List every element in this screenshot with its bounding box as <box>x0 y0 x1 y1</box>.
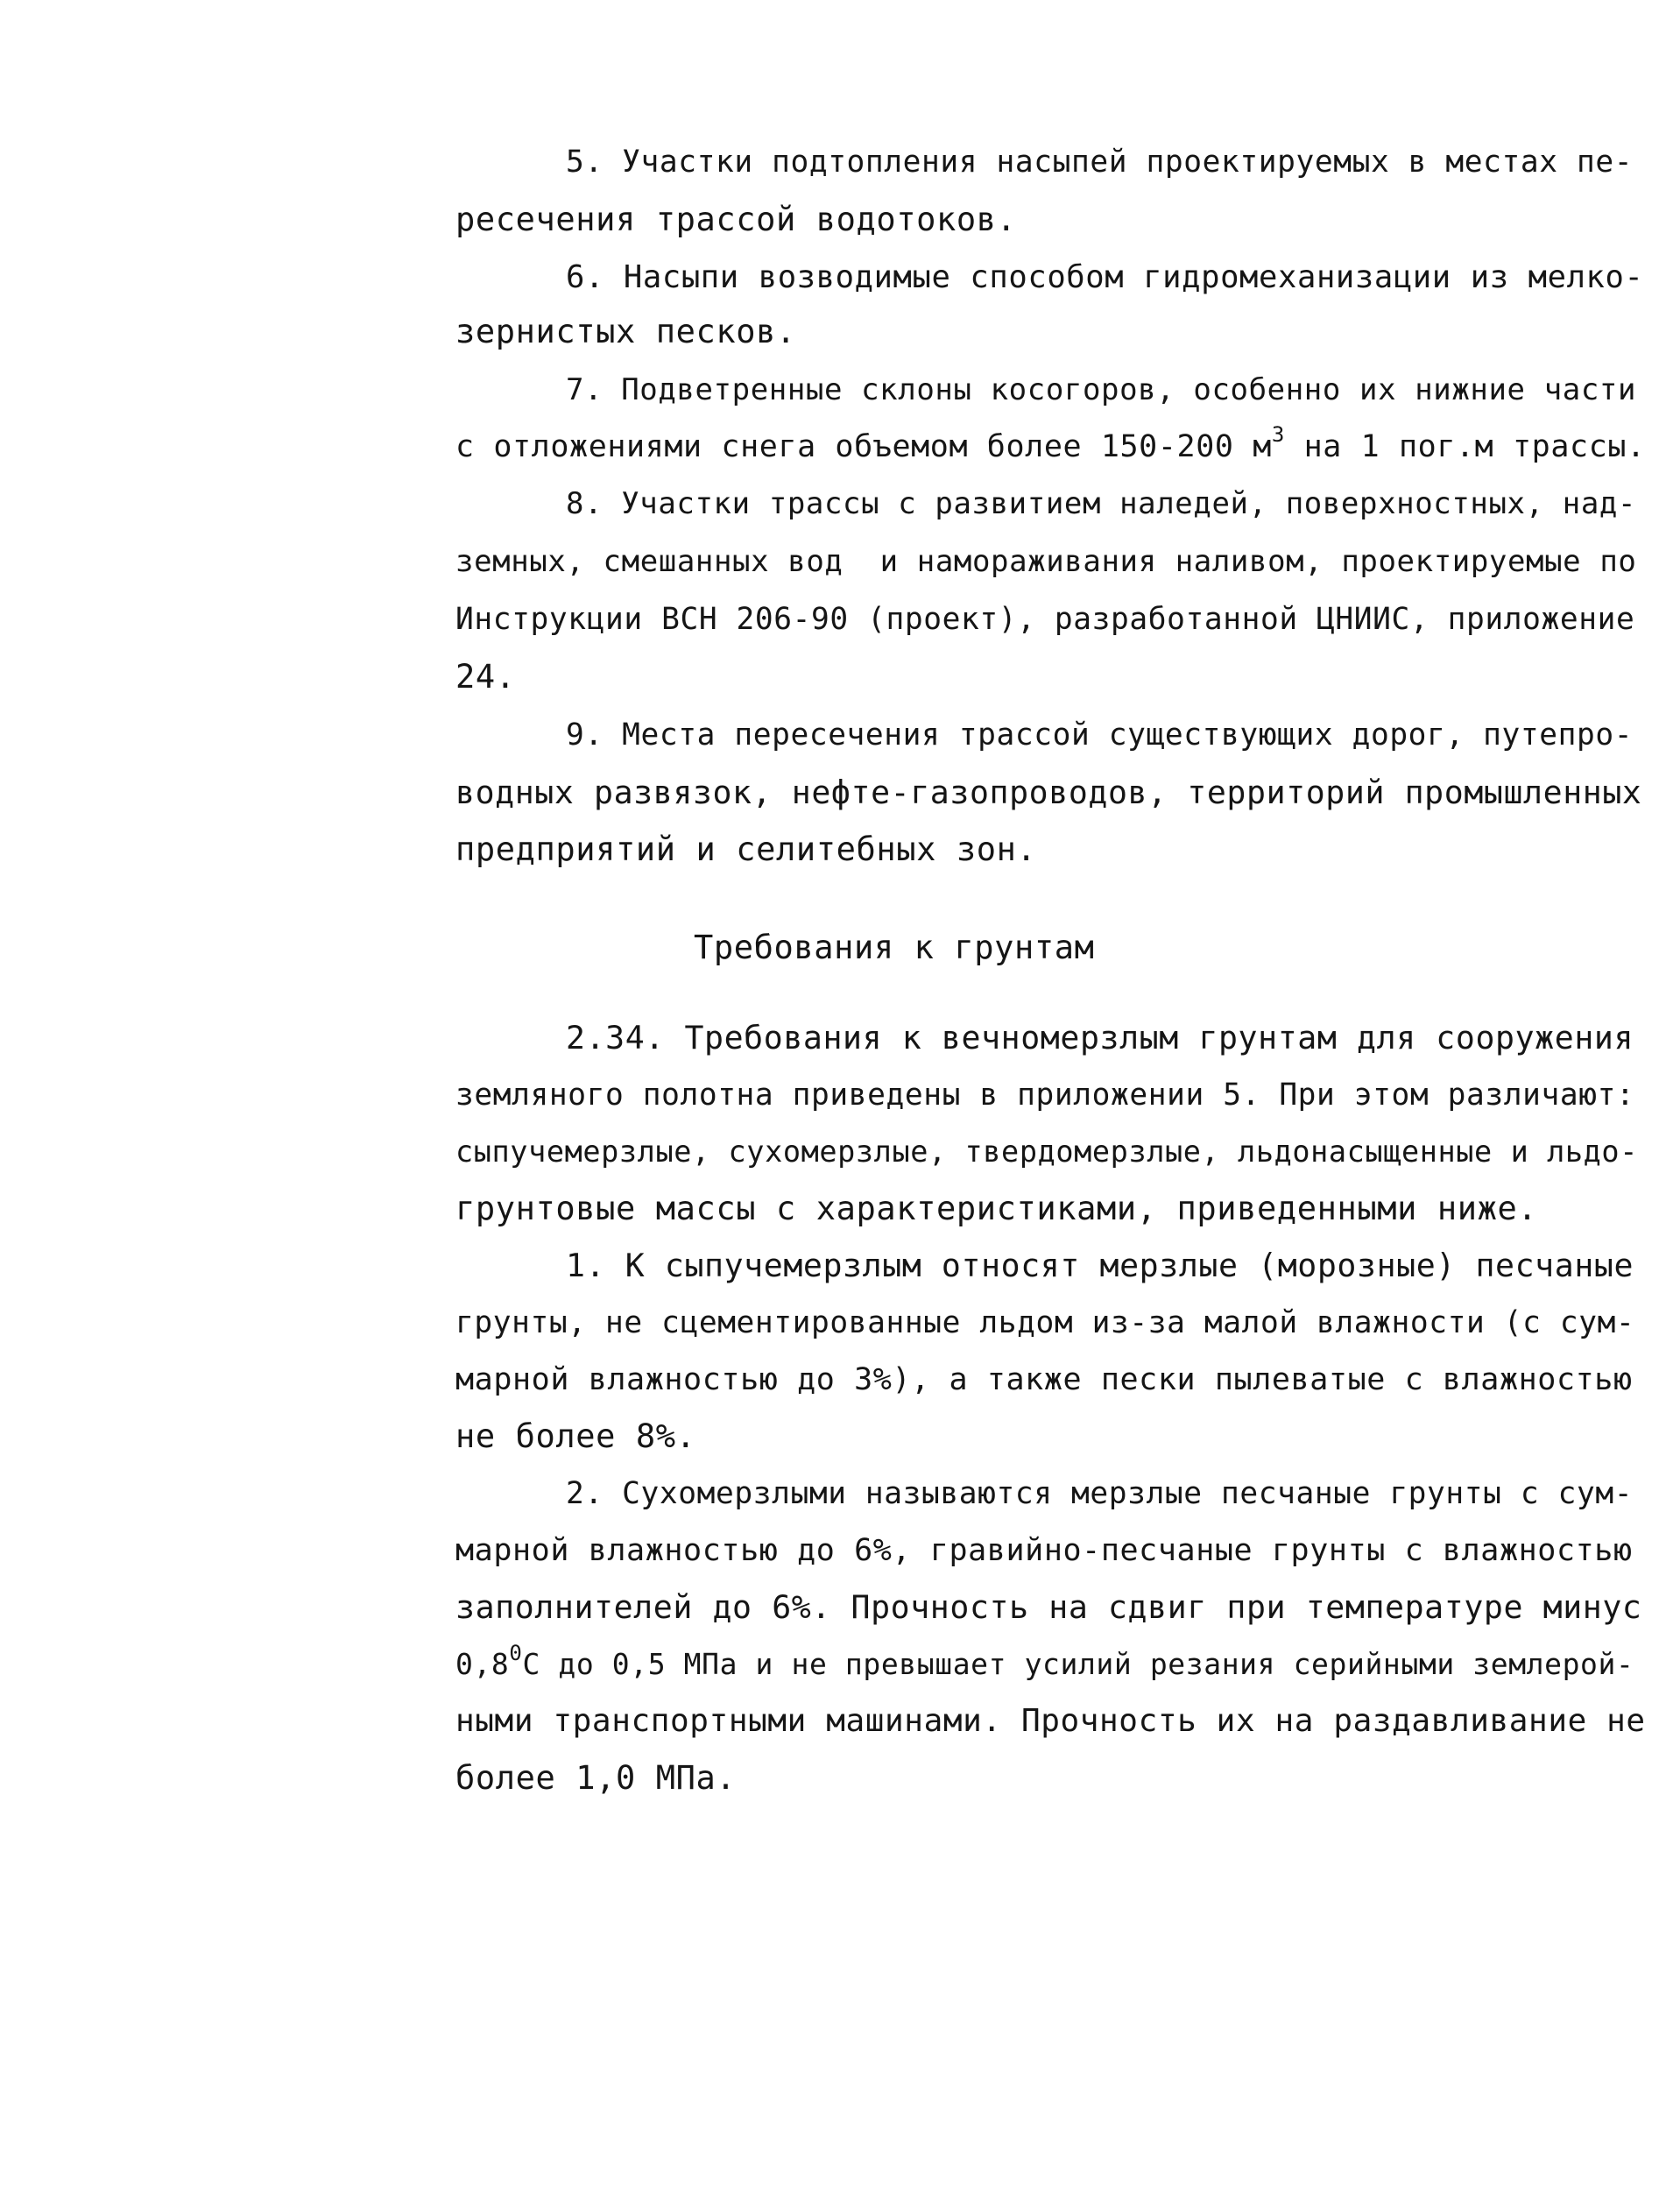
item-7-line-1: 7. Подветренные склоны косогоров, особенно их нижние части <box>566 372 1637 407</box>
sub-1-line-4: не более 8%. <box>455 1417 696 1455</box>
clause-2-34-line-4: грунтовые массы с характеристиками, приведенными ниже. <box>455 1190 1538 1227</box>
clause-2-34-line-1: 2.34. Требования к вечномерзлым грунтам для сооружения <box>566 1019 1634 1057</box>
sub-2-line-4-tail: С до 0,5 МПа и не превышает усилий резания серийными землерой- <box>522 1647 1634 1681</box>
sub-2-line-6: более 1,0 МПа. <box>455 1759 737 1797</box>
item-8-line-4: 24. <box>455 658 516 696</box>
item-8-line-2: земных, смешанных вод и намораживания наливом, проектируемые по <box>455 544 1637 579</box>
item-7-line-2-text: с отложениями снега объемом более 150-200 м <box>455 429 1272 464</box>
section-heading: Требования к грунтам <box>694 929 1095 966</box>
sub-2-line-2: марной влажностью до 6%, гравийно-песчаные грунты с влажностью <box>455 1533 1633 1568</box>
sub-2-line-1: 2. Сухомерзлыми называются мерзлые песчаные грунты с сум- <box>566 1476 1634 1511</box>
item-6-line-1: 6. Насыпи возводимые способом гидромеханизации из мелко- <box>566 259 1644 295</box>
clause-2-34-line-3: сыпучемерзлые, сухомерзлые, твердомерзлые, льдонасыщенные и льдо- <box>455 1134 1638 1169</box>
item-8-line-1: 8. Участки трассы с развитием наледей, поверхностных, над- <box>566 486 1637 521</box>
clause-2-34-line-2: земляного полотна приведены в приложении 5. При этом различают: <box>455 1078 1635 1113</box>
item-9-line-3: предприятий и селитебных зон. <box>455 830 1037 868</box>
item-7-line-2-tail: на 1 пог.м трассы. <box>1284 429 1646 464</box>
superscript-degree: 0 <box>509 1641 523 1665</box>
superscript-cubic: 3 <box>1271 422 1285 448</box>
item-6-line-2: зернистых песков. <box>455 313 796 350</box>
item-8-line-3: Инструкции ВСН 206-90 (проект), разработанной ЦНИИС, приложение <box>455 602 1635 637</box>
sub-2-line-5: ными транспортными машинами. Прочность их на раздавливание не <box>455 1703 1646 1739</box>
sub-2-line-4 <box>455 1641 1634 1684</box>
item-5-line-1: 5. Участки подтопления насыпей проектируемых в местах пе- <box>566 145 1634 180</box>
sub-2-line-3: заполнителей до 6%. Прочность на сдвиг при температуре минус <box>455 1588 1642 1626</box>
sub-2-line-4-text: 0,8 <box>455 1647 510 1681</box>
sub-1-line-3: марной влажностью до 3%), а также пески пылеватые с влажностью <box>455 1362 1633 1397</box>
item-7-line-2 <box>455 422 1646 466</box>
item-5-line-2: ресечения трассой водотоков. <box>455 201 1017 238</box>
sub-1-line-1: 1. К сыпучемерзлым относят мерзлые (морозные) песчаные <box>566 1247 1634 1284</box>
sub-1-line-2: грунты, не сцементированные льдом из-за малой влажности (с сум- <box>455 1305 1635 1340</box>
item-9-line-2: водных развязок, нефте-газопроводов, территорий промышленных <box>455 774 1642 811</box>
item-9-line-1: 9. Места пересечения трассой существующих дорог, путепро- <box>566 717 1634 753</box>
